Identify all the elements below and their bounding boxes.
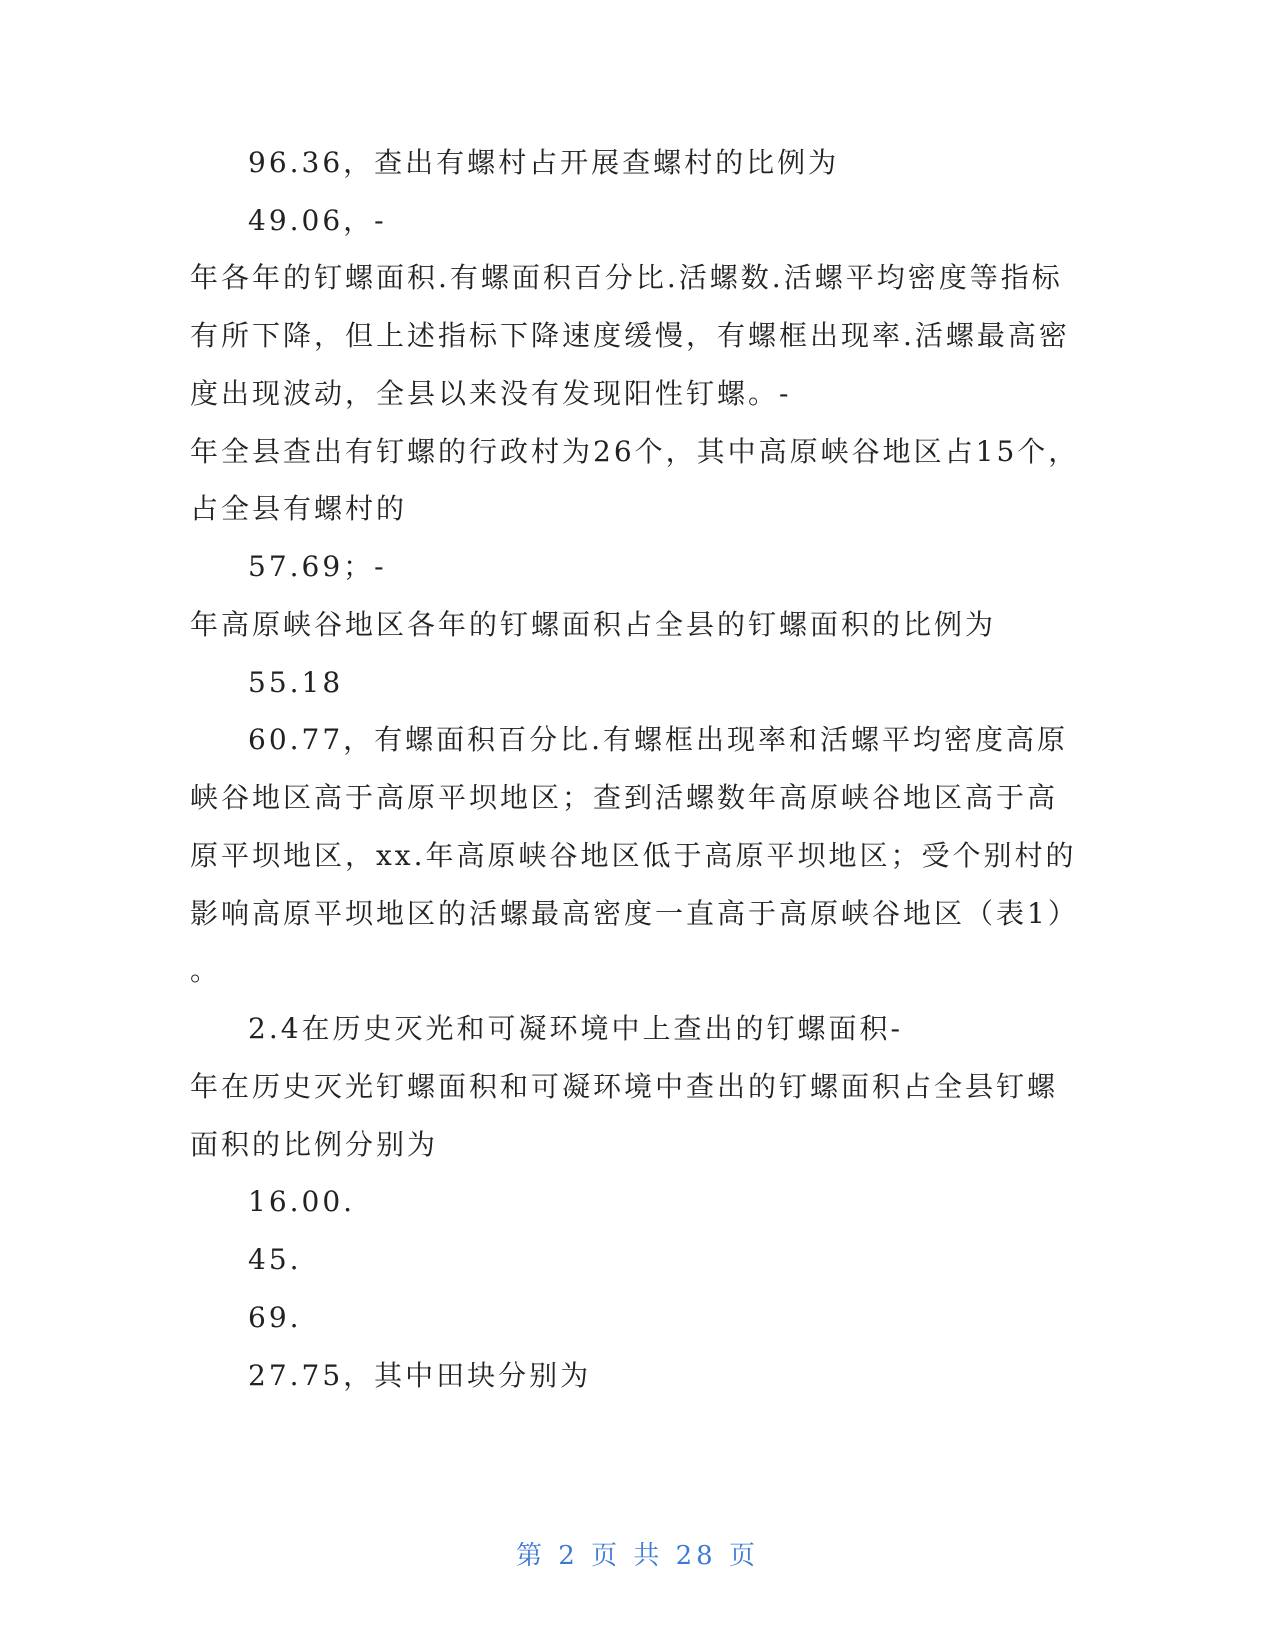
text-line: 27.75，其中田块分别为	[248, 1359, 592, 1392]
text-line: 面积的比例分别为	[190, 1128, 439, 1161]
text-line: 度出现波动，全县以来没有发现阳性钉螺。-	[190, 377, 792, 410]
text-line: 55.18	[248, 666, 344, 699]
text-line: 原平坝地区，xx.年高原峡谷地区低于高原平坝地区；受个别村的	[190, 839, 1077, 872]
footer-total-pages: 28	[675, 1541, 717, 1571]
text-line: 有所下降，但上述指标下降速度缓慢，有螺框出现率.活螺最高密	[190, 319, 1070, 352]
text-line: 占全县有螺村的	[190, 492, 408, 525]
text-line: 16.00.	[248, 1185, 356, 1218]
footer-suffix: 页	[728, 1541, 759, 1571]
text-line: 69.	[248, 1301, 302, 1334]
page-footer	[0, 1535, 1275, 1572]
text-line: 年全县查出有钉螺的行政村为26个，其中高原峡谷地区占15个，	[190, 435, 1080, 468]
text-line: 2.4在历史灭光和可凝环境中上查出的钉螺面积-	[248, 1012, 903, 1045]
text-line: 影响高原平坝地区的活螺最高密度一直高于高原峡谷地区（表1）	[190, 897, 1079, 930]
footer-middle: 页 共	[591, 1541, 664, 1571]
text-line: 。	[190, 954, 222, 987]
text-line: 49.06，-	[248, 204, 387, 237]
text-line: 峡谷地区高于高原平坝地区；查到活螺数年高原峡谷地区高于高	[190, 781, 1059, 814]
text-line: 96.36，查出有螺村占开展查螺村的比例为	[248, 146, 840, 179]
text-line: 60.77，有螺面积百分比.有螺框出现率和活螺平均密度高原	[248, 723, 1069, 756]
footer-current-page: 2	[558, 1541, 579, 1571]
text-line: 57.69；-	[248, 550, 387, 583]
text-line: 年在历史灭光钉螺面积和可凝环境中查出的钉螺面积占全县钉螺	[190, 1070, 1059, 1103]
text-line: 年高原峡谷地区各年的钉螺面积占全县的钉螺面积的比例为	[190, 608, 997, 641]
text-line: 45.	[248, 1243, 302, 1276]
footer-prefix: 第	[516, 1541, 547, 1571]
text-line: 年各年的钉螺面积.有螺面积百分比.活螺数.活螺平均密度等指标	[190, 261, 1063, 294]
